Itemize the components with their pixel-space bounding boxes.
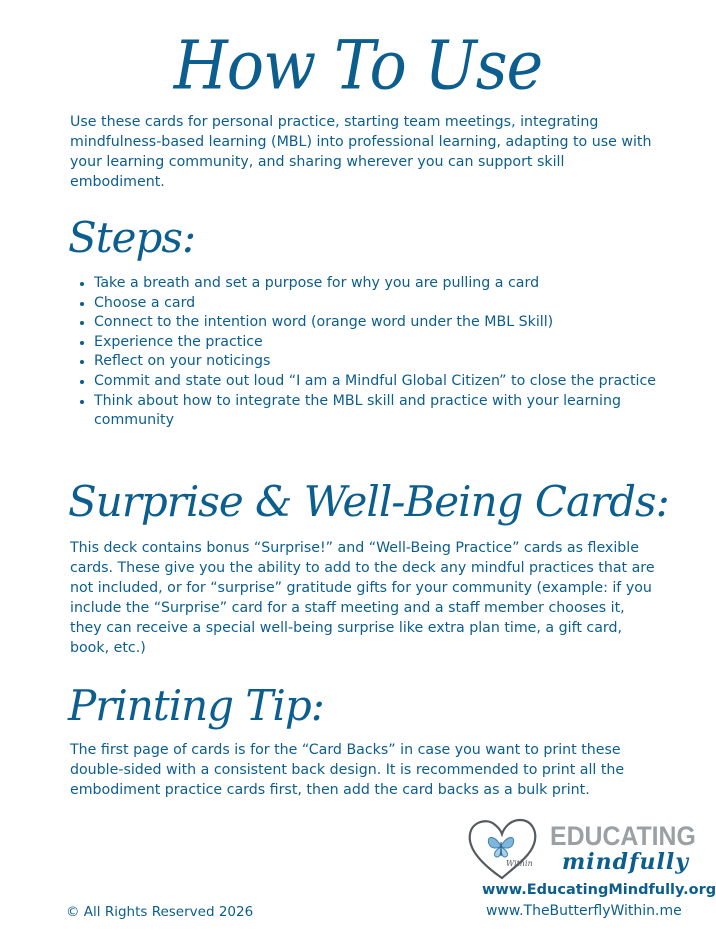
steps-heading: Steps: [68,213,196,262]
steps-list [70,274,664,431]
butterfly-heart-icon [466,816,538,882]
printing-heading: Printing Tip: [68,681,324,730]
website-link-educating-mindfully[interactable]: www.EducatingMindfully.org [482,882,716,898]
copyright-text: © All Rights Reserved 2026 [66,904,254,920]
svg-text:Within: Within [506,859,533,868]
logo-word-educating: EDUCATING [550,821,696,851]
list-item: • Commit and state out loud “I am a Mindful Global Citizen” to close the practice [94,372,664,392]
page-title: How To Use [173,26,543,105]
printing-paragraph: The first page of cards is for the “Card Backs” in case you want to print these double-sided with a consistent back design. It is recommended to print all the embodiment practice cards first, then add the card backs as a bulk print. [70,742,625,798]
list-item: • Experience the practice [94,333,664,353]
list-item: • Choose a card [94,294,664,314]
intro-paragraph: Use these cards for personal practice, starting team meetings, integrating mindfulness-based learning (MBL) into professional learning, adapting to use with your learning community, and sharing wherever you can support skill embodiment. [70,114,652,190]
website-link-butterfly-within[interactable]: www.TheButterflyWithin.me [486,903,682,919]
list-item: • Reflect on your noticings [94,352,664,372]
list-item: • Connect to the intention word (orange word under the MBL Skill) [94,313,664,333]
list-item: • Think about how to integrate the MBL skill and practice with your learning community [94,392,664,431]
surprise-heading: Surprise & Well-Being Cards: [68,477,669,526]
logo-word-mindfully: mindfully [562,849,689,875]
educating-mindfully-logo [550,822,709,874]
list-item: • Take a breath and set a purpose for why you are pulling a card [94,274,664,294]
surprise-paragraph: This deck contains bonus “Surprise!” and “Well-Being Practice” cards as flexible cards. These give you the ability to add to the deck any mindful practices that are not included, or for “surprise” gratitude gifts for your community (example: if you include the “Surprise” card for a staff meeting and a staff member chooses it, they can receive a special well-being surprise like extra plan time, a gift card, book, etc.) [70,540,655,656]
